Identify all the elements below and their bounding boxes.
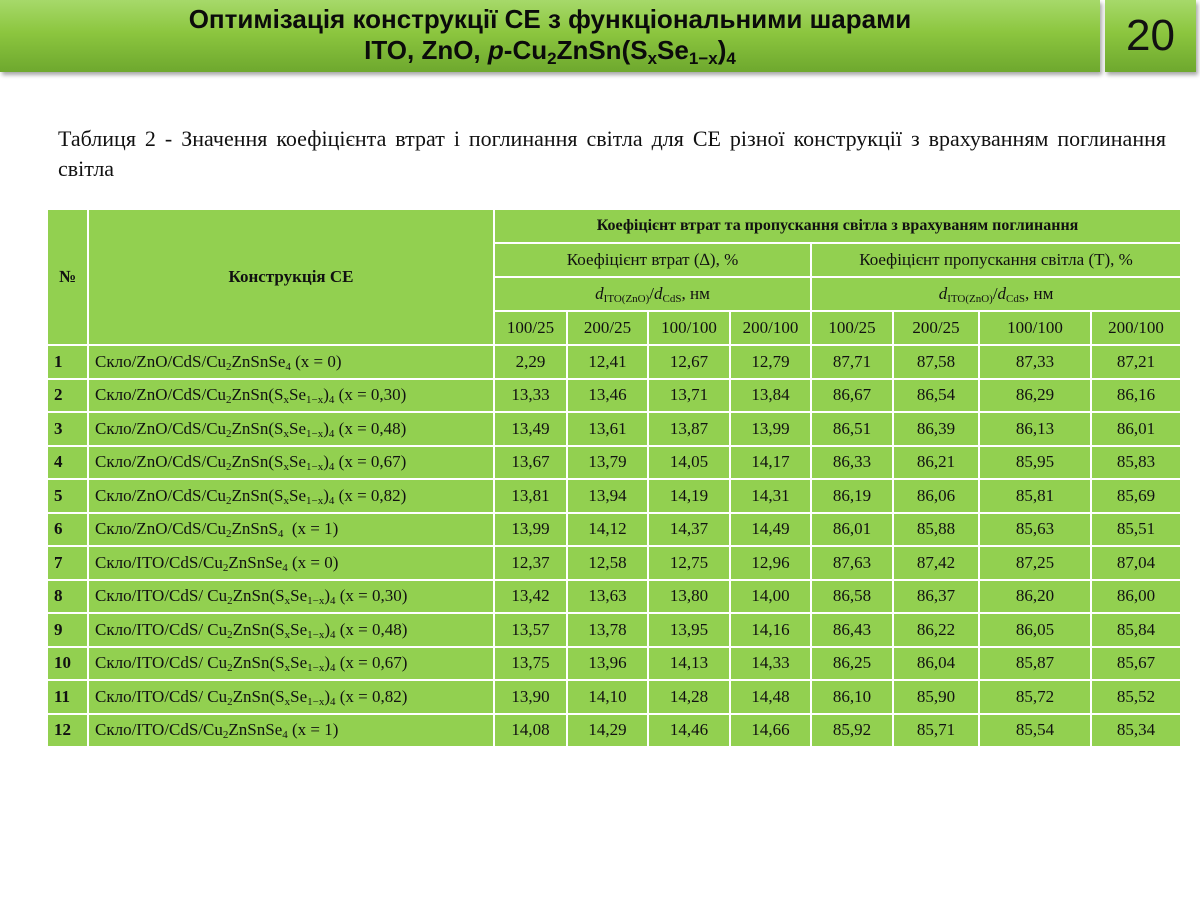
row-number: 2	[47, 379, 88, 413]
value-cell: 12,41	[567, 345, 648, 379]
thickness-col-header: 200/100	[730, 311, 811, 345]
value-cell: 86,39	[893, 412, 979, 446]
value-cell: 86,33	[811, 446, 893, 480]
value-cell: 87,58	[893, 345, 979, 379]
construction-cell: Скло/$ZnO/CdS/Cu_2ZnSnSe_4$ (x = 0)	[88, 345, 494, 379]
value-cell: 86,29	[979, 379, 1091, 413]
thickness-col-header: 100/25	[494, 311, 567, 345]
value-cell: 86,25	[811, 647, 893, 681]
thickness-col-header: 100/25	[811, 311, 893, 345]
table-row	[47, 580, 1181, 614]
table-caption: Таблиця 2 - Значення коефіцієнта втрат і поглинання світла для СЕ різної конструкції з врахуванням поглинання світла	[58, 126, 1166, 181]
value-cell: 13,79	[567, 446, 648, 480]
value-cell: 85,69	[1091, 479, 1181, 513]
value-cell: 13,95	[648, 613, 730, 647]
row-number: 10	[47, 647, 88, 681]
value-cell: 12,67	[648, 345, 730, 379]
value-cell: 14,49	[730, 513, 811, 547]
thickness-col-header: 200/25	[893, 311, 979, 345]
thickness-col-header: 100/100	[648, 311, 730, 345]
value-cell: 13,87	[648, 412, 730, 446]
value-cell: 13,99	[494, 513, 567, 547]
value-cell: 13,57	[494, 613, 567, 647]
value-cell: 13,71	[648, 379, 730, 413]
table-row	[47, 446, 1181, 480]
value-cell: 87,42	[893, 546, 979, 580]
header-number: №	[47, 209, 88, 345]
construction-cell: Скло/$ITO/CdS/Cu_2ZnSnSe_4$ (x = 1)	[88, 714, 494, 748]
construction-cell: Скло/$ZnO/CdS/Cu_2ZnSnS_4$ (x = 1)	[88, 513, 494, 547]
row-number: 12	[47, 714, 88, 748]
value-cell: 13,46	[567, 379, 648, 413]
value-cell: 85,54	[979, 714, 1091, 748]
value-cell: 14,16	[730, 613, 811, 647]
value-cell: 13,49	[494, 412, 567, 446]
value-cell: 85,92	[811, 714, 893, 748]
construction-cell: Скло/$ITO/CdS/Cu_2ZnSnSe_4$ (x = 0)	[88, 546, 494, 580]
value-cell: 14,00	[730, 580, 811, 614]
slide-number: 20	[1105, 0, 1196, 72]
value-cell: 87,63	[811, 546, 893, 580]
value-cell: 14,12	[567, 513, 648, 547]
header-thickness-loss: $d_{ITO(ZnO)}/d_{CdS}$, нм	[494, 277, 811, 311]
construction-cell: Скло/ITO/CdS/ $Cu_2ZnSn(S_xSe_{1-x})_4$ (x = 0,30)	[88, 580, 494, 614]
table-row	[47, 379, 1181, 413]
value-cell: 14,19	[648, 479, 730, 513]
value-cell: 13,81	[494, 479, 567, 513]
construction-cell: Скло/ITO/CdS/ $Cu_2ZnSn(S_xSe_{1-x})_4$ (x = 0,82)	[88, 680, 494, 714]
value-cell: 86,67	[811, 379, 893, 413]
value-cell: 13,33	[494, 379, 567, 413]
row-number: 1	[47, 345, 88, 379]
slide-title	[0, 0, 1100, 72]
table-row	[47, 513, 1181, 547]
value-cell: 86,43	[811, 613, 893, 647]
table-row	[47, 345, 1181, 379]
value-cell: 13,80	[648, 580, 730, 614]
thickness-col-header: 100/100	[979, 311, 1091, 345]
value-cell: 14,66	[730, 714, 811, 748]
value-cell: 13,90	[494, 680, 567, 714]
value-cell: 86,13	[979, 412, 1091, 446]
row-number: 5	[47, 479, 88, 513]
value-cell: 12,75	[648, 546, 730, 580]
value-cell: 14,28	[648, 680, 730, 714]
value-cell: 13,94	[567, 479, 648, 513]
header-construction: Конструкція СЕ	[88, 209, 494, 345]
value-cell: 14,08	[494, 714, 567, 748]
value-cell: 86,19	[811, 479, 893, 513]
construction-cell: Скло/ITO/CdS/ $Cu_2ZnSn(S_xSe_{1-x})_4$ (x = 0,67)	[88, 647, 494, 681]
value-cell: 86,22	[893, 613, 979, 647]
value-cell: 13,67	[494, 446, 567, 480]
value-cell: 86,58	[811, 580, 893, 614]
row-number: 7	[47, 546, 88, 580]
value-cell: 86,04	[893, 647, 979, 681]
value-cell: 85,87	[979, 647, 1091, 681]
header-transmission: Коефіцієнт пропускання світла (T), %	[811, 243, 1181, 277]
value-cell: 14,17	[730, 446, 811, 480]
value-cell: 85,34	[1091, 714, 1181, 748]
construction-cell: Скло/ITO/CdS/ $Cu_2ZnSn(S_xSe_{1-x})_4$ (x = 0,48)	[88, 613, 494, 647]
title-line-2: ITO, ZnO, $p-Cu_2ZnSn(S_xSe_{1-x})_4$	[364, 35, 736, 68]
row-number: 8	[47, 580, 88, 614]
row-number: 4	[47, 446, 88, 480]
table-row	[47, 546, 1181, 580]
value-cell: 85,83	[1091, 446, 1181, 480]
value-cell: 85,51	[1091, 513, 1181, 547]
row-number: 11	[47, 680, 88, 714]
value-cell: 86,21	[893, 446, 979, 480]
value-cell: 85,84	[1091, 613, 1181, 647]
row-number: 6	[47, 513, 88, 547]
value-cell: 14,33	[730, 647, 811, 681]
value-cell: 85,95	[979, 446, 1091, 480]
value-cell: 87,21	[1091, 345, 1181, 379]
header-thickness-transmission: $d_{ITO(ZnO)}/d_{CdS}$, нм	[811, 277, 1181, 311]
value-cell: 13,78	[567, 613, 648, 647]
value-cell: 85,72	[979, 680, 1091, 714]
table-row	[47, 412, 1181, 446]
value-cell: 86,10	[811, 680, 893, 714]
value-cell: 87,04	[1091, 546, 1181, 580]
value-cell: 85,90	[893, 680, 979, 714]
value-cell: 14,13	[648, 647, 730, 681]
value-cell: 13,84	[730, 379, 811, 413]
value-cell: 85,52	[1091, 680, 1181, 714]
table-row	[47, 613, 1181, 647]
value-cell: 14,10	[567, 680, 648, 714]
value-cell: 12,79	[730, 345, 811, 379]
value-cell: 86,20	[979, 580, 1091, 614]
value-cell: 86,00	[1091, 580, 1181, 614]
results-table	[46, 208, 1182, 748]
value-cell: 86,05	[979, 613, 1091, 647]
value-cell: 86,51	[811, 412, 893, 446]
value-cell: 87,25	[979, 546, 1091, 580]
value-cell: 87,33	[979, 345, 1091, 379]
construction-cell: Скло/$ZnO/CdS/Cu_2ZnSn(S_xSe_{1-x})_4$ (x = 0,67)	[88, 446, 494, 480]
value-cell: 85,81	[979, 479, 1091, 513]
value-cell: 86,06	[893, 479, 979, 513]
value-cell: 86,16	[1091, 379, 1181, 413]
header-loss: Коефіцієнт втрат (∆), %	[494, 243, 811, 277]
value-cell: 12,37	[494, 546, 567, 580]
row-number: 9	[47, 613, 88, 647]
header-group: Коефіцієнт втрат та пропускання світла з врахуваням поглинання	[494, 209, 1181, 243]
value-cell: 13,96	[567, 647, 648, 681]
value-cell: 85,88	[893, 513, 979, 547]
value-cell: 86,01	[1091, 412, 1181, 446]
row-number: 3	[47, 412, 88, 446]
thickness-col-header: 200/25	[567, 311, 648, 345]
value-cell: 13,75	[494, 647, 567, 681]
thickness-col-header: 200/100	[1091, 311, 1181, 345]
value-cell: 86,54	[893, 379, 979, 413]
value-cell: 12,58	[567, 546, 648, 580]
construction-cell: Скло/$ZnO/CdS/Cu_2ZnSn(S_xSe_{1-x})_4$ (x = 0,30)	[88, 379, 494, 413]
value-cell: 85,67	[1091, 647, 1181, 681]
title-line-1: Оптимізація конструкції СЕ з функціональними шарами	[188, 4, 912, 34]
table-row	[47, 647, 1181, 681]
value-cell: 13,61	[567, 412, 648, 446]
value-cell: 85,71	[893, 714, 979, 748]
value-cell: 86,37	[893, 580, 979, 614]
value-cell: 14,37	[648, 513, 730, 547]
value-cell: 14,31	[730, 479, 811, 513]
construction-cell: Скло/$ZnO/CdS/Cu_2ZnSn(S_xSe_{1-x})_4$ (x = 0,48)	[88, 412, 494, 446]
construction-cell: Скло/$ZnO/CdS/Cu_2ZnSn(S_xSe_{1-x})_4$ (x = 0,82)	[88, 479, 494, 513]
value-cell: 13,42	[494, 580, 567, 614]
table-row	[47, 680, 1181, 714]
value-cell: 14,46	[648, 714, 730, 748]
value-cell: 86,01	[811, 513, 893, 547]
value-cell: 2,29	[494, 345, 567, 379]
value-cell: 14,05	[648, 446, 730, 480]
value-cell: 13,63	[567, 580, 648, 614]
value-cell: 12,96	[730, 546, 811, 580]
table-row	[47, 479, 1181, 513]
value-cell: 85,63	[979, 513, 1091, 547]
value-cell: 87,71	[811, 345, 893, 379]
value-cell: 14,48	[730, 680, 811, 714]
value-cell: 14,29	[567, 714, 648, 748]
table-row	[47, 714, 1181, 748]
value-cell: 13,99	[730, 412, 811, 446]
